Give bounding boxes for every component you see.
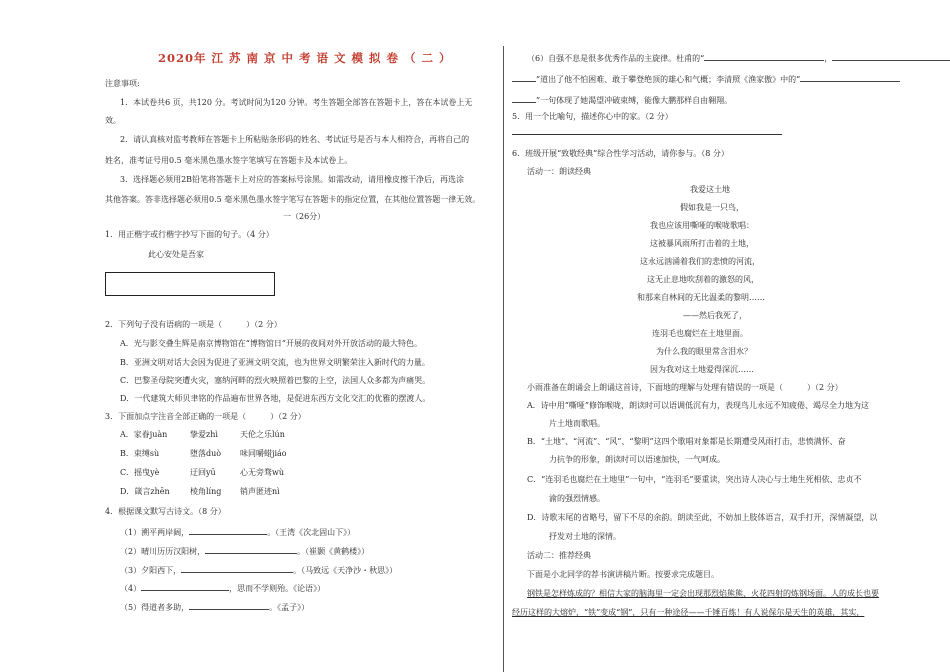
q6-option-b: B．“土地”、“河流”、“风”、“黎明”这四个歌唱对象都是长期遭受风雨打击，悲愤满怀、奋 <box>527 437 846 446</box>
q1-sentence: 此心安处是吾家 <box>148 250 204 259</box>
q3-option-d-2: 棱角líng <box>190 487 222 496</box>
q4-6-sep: ， <box>824 54 833 63</box>
q6-option-a: A．诗中用“嘶哑”修饰喉咙，朗读时可以语调低沉有力，表现鸟儿永远不知疲倦、竭尽全力地为这 <box>527 401 869 410</box>
poem-line: 因为我对这土地爱得深沉…… <box>650 365 754 374</box>
q3-option-a-1: A．家眷juàn <box>120 430 168 439</box>
q4-6-line-3 <box>512 95 732 105</box>
note-line: 姓名，准考证号用0.5 毫米黑色墨水签字笔填写在答题卡及本试卷上。 <box>105 156 353 165</box>
activity-2-text: 钢铁是怎样炼成的？相信大家的脑海里一定会出现那烈焰熊熊、火花四射的炼钢场面。人的成长也要 <box>527 589 879 598</box>
fill-blank[interactable] <box>141 583 229 591</box>
q4-line-text: （1）溯平两岸阔， <box>120 528 190 537</box>
q5-stem: 5．用一个比喻句，描述你心中的家。（2 分） <box>512 112 673 121</box>
q4-6-line-2 <box>512 74 900 84</box>
q4-line-text: （2）晴川历历汉阳树， <box>120 547 206 556</box>
fill-blank[interactable] <box>512 74 536 82</box>
activity-2-heading: 活动二：推荐经典 <box>527 551 591 560</box>
activity-2-intro: 下面是小北同学的荐书演讲稿片断。按要求完成题目。 <box>527 570 719 579</box>
activity-2-text: 经历这样的大熔炉，“铁”变成“钢”，只有一种途径——千锤百炼！有人说保尔是天生的英雄，其实， <box>512 608 865 617</box>
fill-blank[interactable] <box>704 53 824 61</box>
q6-option-a-cont: 片土地而歌唱。 <box>549 419 605 428</box>
q3-option-b-1: B．束缚sù <box>120 449 160 458</box>
q6-option-c-cont: 渝的强烈情感。 <box>549 494 605 503</box>
q2-option-c: C．巴黎圣母院突遭火灾，塞纳河畔的烈火映照着巴黎的上空，法国人众多都为声痛哭。 <box>120 376 431 385</box>
q4-line-text: （5）得道者多助， <box>120 603 190 612</box>
q4-line-text: （4） <box>120 584 142 593</box>
q3-option-c-2: 迂回yū <box>190 468 216 477</box>
column-divider <box>503 46 504 672</box>
q4-line-source: 。《孟子》） <box>269 603 310 612</box>
q4-line-3 <box>120 565 397 575</box>
q4-6-line-1 <box>527 53 950 63</box>
exam-title: 2020年 江 苏 南 京 中 考 语 文 模 拟 卷 （ 二 ） <box>158 51 452 65</box>
q4-line-text: （3）夕阳西下， <box>120 566 182 575</box>
q3-stem: 3．下面加点字注音全部正确的一项是（ ）（2 分） <box>105 412 306 421</box>
q6-option-d: D．诗歌末尾的省略号，留下不尽的余韵。朗读至此，不妨加上肢体语言，双手打开，深情凝望，以 <box>527 513 878 522</box>
q4-line-source: ，思而不学则殆。《论语》） <box>229 584 326 593</box>
q4-line-1 <box>120 527 355 537</box>
q6-sub-question: 小雨准备在朗诵会上朗诵这首诗，下面地的理解与处理有错误的一项是（ ）（2 分） <box>527 383 843 392</box>
q6-option-d-cont: 抒发对土地的深情。 <box>549 532 621 541</box>
note-line: 1．本试卷共6 页，共120 分。考试时间为120 分钟。考生答题全部答在答题卡上，答在本试卷上无 <box>120 98 473 107</box>
q4-6-text: ”一句体现了她渴望冲破束缚，能像大鹏那样自由翱翔。 <box>536 96 733 105</box>
q2-option-a: A．光与影交叠生辉是南京博物馆在“博物馆日”开展的夜间对外开放活动的最大特色。 <box>120 339 422 348</box>
fill-blank[interactable] <box>189 602 269 610</box>
q2-option-b: B．亚洲文明对话大会因为促进了亚洲文明交流，也为世界文明繁荣注入新时代的力量。 <box>120 358 430 367</box>
poem-line: 为什么我的眼里常含泪水？ <box>656 347 752 356</box>
q3-option-c-1: C．摇曳yè <box>120 468 160 477</box>
note-line: 2．请认真核对监考教师在答题卡上所粘贴条形码的姓名、考试证号是否与本人相符合，再将自己的 <box>120 135 470 144</box>
poem-title: 我爱这土地 <box>690 185 730 194</box>
poem-line: 这无止息地吹刮着的激怒的风， <box>647 275 759 284</box>
section-one-heading: 一（26分） <box>283 212 326 221</box>
poem-line: 我也应该用嘶哑的喉咙歌唱： <box>650 221 754 230</box>
poem-line: 和那来自林间的无比温柔的黎明…… <box>637 293 765 302</box>
poem-line: 连羽毛也腐烂在土地里面。 <box>652 329 748 338</box>
fill-blank[interactable] <box>189 527 267 535</box>
poem-line: 这永远汹涌着我们的悲愤的河流， <box>640 257 760 266</box>
fill-blank[interactable] <box>832 53 950 61</box>
activity-1-heading: 活动一：朗读经典 <box>527 167 591 176</box>
q3-option-b-3: 味同嚼蜡jiáo <box>240 449 287 458</box>
poem-line: ——然后我死了， <box>683 311 747 320</box>
fill-blank[interactable] <box>800 74 900 82</box>
q4-line-4 <box>120 583 325 593</box>
poem-line: 这被暴风雨所打击着的土地， <box>650 239 754 248</box>
q1-stem: 1．用正楷字或行楷字抄写下面的句子。（4 分） <box>105 230 274 239</box>
poem-line: 假如我是一只鸟， <box>680 203 744 212</box>
q4-line-2 <box>120 546 369 556</box>
q4-line-5 <box>120 602 309 612</box>
q3-option-a-2: 挚爱zhì <box>190 430 218 439</box>
q4-line-source: 。（王湾《次北固山下》） <box>267 528 356 537</box>
fill-blank[interactable] <box>181 565 293 573</box>
note-line: 效。 <box>105 116 121 125</box>
q2-option-d: D．一代建筑大师贝聿铭的作品遍布世界各地，是促进东西方文化交汇的优雅的摆渡人。 <box>120 394 431 403</box>
q3-option-a-3: 天伦之乐lún <box>240 430 285 439</box>
q4-stem: 4．根据课文默写古诗文。（8 分） <box>105 507 226 516</box>
q3-option-b-2: 堕落duò <box>190 449 222 458</box>
q4-6-text: （6）自强不息是很多优秀作品的主旋律。杜甫的“ <box>527 54 705 63</box>
q1-answer-box[interactable] <box>105 272 275 296</box>
note-line: 其他答案。答非选择题必须用0.5 毫米黑色墨水签字笔写在答题卡的指定位置，在其他位置答题一律无效。 <box>105 195 481 204</box>
q5-answer-line[interactable] <box>512 134 782 135</box>
q6-option-b-cont: 力抗争的形象，朗读时可以语速加快，一气呵成。 <box>549 455 725 464</box>
q4-6-text: ”道出了他不怕困难、敢于攀登绝顶的雄心和气概；李清照《渔家傲》中的“ <box>536 75 801 84</box>
fill-blank[interactable] <box>205 546 297 554</box>
note-line: 3．选择题必须用2B铅笔将答题卡上对应的答案标号涂黑。如需改动，请用橡皮擦干净后，再选涂 <box>120 175 465 184</box>
q2-stem: 2．下列句子没有语病的一项是（ ）（2 分） <box>105 320 282 329</box>
q6-option-c: C．“连羽毛也腐烂在土地里”一句中，“连羽毛”要重读，突出诗人决心与土地生死相依、忠贞不 <box>527 475 862 484</box>
q3-option-d-3: 销声匿迹nì <box>240 487 280 496</box>
notes-heading: 注意事项: <box>105 79 140 88</box>
q6-stem: 6．班级开展“致敬经典”综合性学习活动，请你参与。（8 分） <box>512 149 729 158</box>
q3-option-c-3: 心无旁骛wù <box>240 468 284 477</box>
q4-line-source: 。（马致远《天净沙・秋思》） <box>293 566 398 575</box>
q3-option-d-1: D．箴言zhēn <box>120 487 170 496</box>
q4-line-source: 。（崔颢《黄鹤楼》） <box>297 547 370 556</box>
fill-blank[interactable] <box>512 95 536 103</box>
